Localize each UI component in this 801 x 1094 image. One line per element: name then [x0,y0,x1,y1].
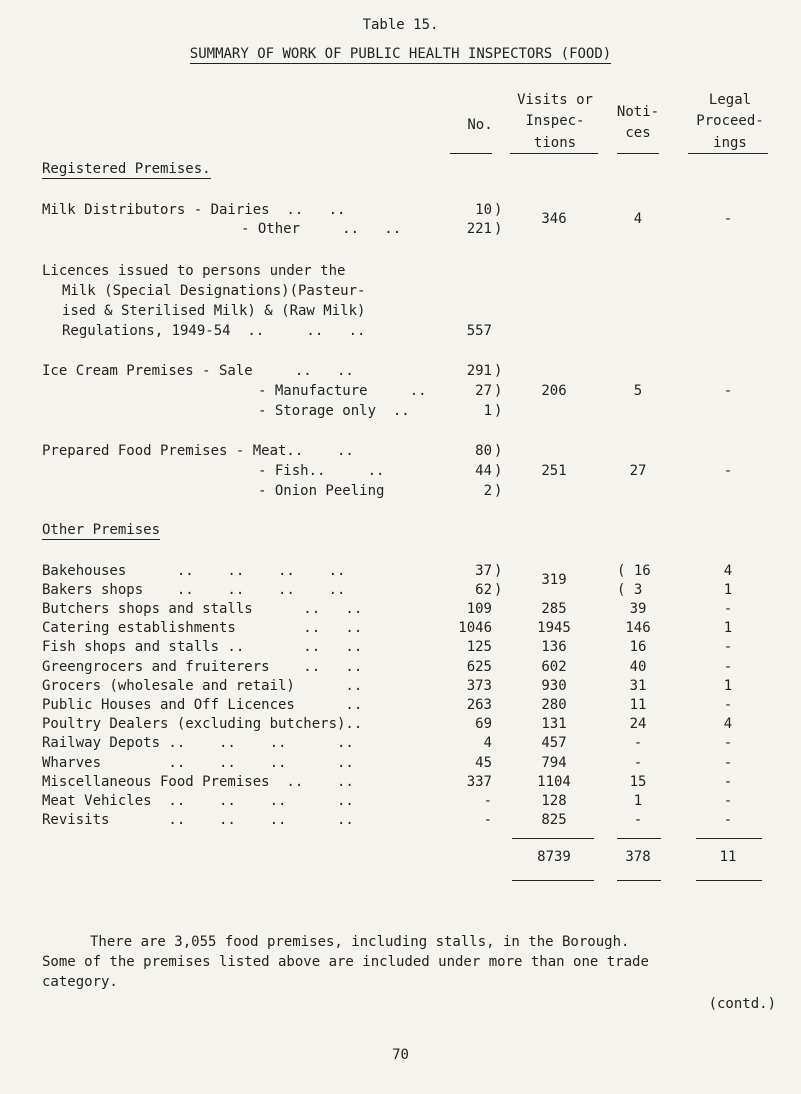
ice-cream-brace-1: ) [494,363,503,379]
table-row-no: 337 [466,774,492,790]
table-row-legal: - [723,735,733,751]
header-notices-line2: ces [625,125,651,141]
table-row-visits: 602 [541,659,567,675]
table-row-visits: 128 [541,793,567,809]
table-row-visits: 285 [541,601,567,617]
bakehouses-brace-1: ) [494,563,503,579]
header-legal-line2: Proceed- [696,113,764,129]
bakehouses-visits: 319 [541,572,567,588]
prepared-food-visits: 251 [541,463,567,479]
table-row-label: Meat Vehicles .. .. .. .. [42,793,354,809]
ice-cream-label-storage: - Storage only .. [258,403,410,419]
table-row-label: Grocers (wholesale and retail) .. [42,678,363,694]
ice-cream-legal: - [723,383,733,399]
header-visits-line3: tions [533,135,577,151]
table-row-notices: 24 [629,716,647,732]
table-row-label: Greengrocers and fruiterers .. .. [42,659,363,675]
prepared-food-no-fish: 44 [475,463,492,479]
table-row-label: Public Houses and Off Licences .. [42,697,363,713]
table-row-label: Revisits .. .. .. .. [42,812,354,828]
table-row-no: 69 [475,716,492,732]
licences-line-1: Licences issued to persons under the [42,263,346,279]
ice-cream-no-storage: 1 [483,403,492,419]
milk-notices: 4 [633,211,643,227]
bakehouses-notices: ( 16 [617,563,651,579]
footer-line-1: There are 3,055 food premises, including stalls, in the Borough. [90,934,630,950]
table-row-notices: - [633,735,643,751]
ice-cream-no-sale: 291 [466,363,492,379]
table-row-legal: - [723,639,733,655]
table-row-legal: - [723,812,733,828]
table-row-legal: - [723,659,733,675]
section-registered-text: Registered Premises. [42,161,211,177]
milk-brace-1: ) [494,202,503,218]
total-notices: 378 [625,849,651,865]
table-row-notices: 15 [629,774,647,790]
header-visits-line1: Visits or [517,92,593,108]
ice-cream-label-manufacture: - Manufacture .. [258,383,427,399]
table-row-notices: 11 [629,697,647,713]
prepared-food-brace-3: ) [494,483,503,499]
header-no: No. [467,117,493,133]
section-other-text: Other Premises [42,522,161,538]
total-legal-rule-top [696,838,762,839]
table-row-notices: - [633,812,643,828]
ice-cream-brace-3: ) [494,403,503,419]
ice-cream-visits: 206 [541,383,567,399]
section-other-premises [42,523,160,537]
total-notices-rule-bottom [617,880,661,881]
header-visits-line2: Inspec- [525,113,585,129]
licences-line-3: ised & Sterilised Milk) & (Raw Milk) [62,303,366,319]
table-row-notices: - [633,755,643,771]
table-title-text: SUMMARY OF WORK OF PUBLIC HEALTH INSPECTORS (FOOD) [189,46,612,62]
table-row-visits: 131 [541,716,567,732]
table-row-no: 625 [466,659,492,675]
table-row-label: Catering establishments .. .. [42,620,363,636]
ice-cream-no-manufacture: 27 [475,383,492,399]
header-legal-line1: Legal [708,92,752,108]
licences-line-2: Milk (Special Designations)(Pasteur- [62,283,366,299]
total-visits-rule-top [512,838,594,839]
header-no-rule [450,153,492,154]
prepared-food-brace-2: ) [494,463,503,479]
table-row-visits: 794 [541,755,567,771]
ice-cream-label-sale: Ice Cream Premises - Sale .. .. [42,363,354,379]
table-row-label: Miscellaneous Food Premises .. .. [42,774,354,790]
table-row-label: Fish shops and stalls .. .. .. [42,639,363,655]
header-notices-line1: Noti- [616,104,660,120]
footer-line-2: Some of the premises listed above are included under more than one trade [42,954,649,970]
bakehouses-brace-2: ) [494,582,503,598]
table-row-no: - [483,812,492,828]
bakers-shops-label: Bakers shops .. .. .. .. [42,582,346,598]
milk-no-other: 221 [466,221,492,237]
prepared-food-no-meat: 80 [475,443,492,459]
prepared-food-legal: - [723,463,733,479]
licences-no: 557 [466,323,492,339]
table-row-no: 109 [466,601,492,617]
page-number: 70 [392,1047,409,1063]
table-row-no: 4 [483,735,492,751]
milk-legal: - [723,211,733,227]
total-legal: 11 [719,849,737,865]
table-row-notices: 40 [629,659,647,675]
table-row-visits: 1945 [537,620,571,636]
table-row-legal: - [723,793,733,809]
prepared-food-label-onion: - Onion Peeling [258,483,385,499]
table-row-notices: 146 [625,620,651,636]
table-row-no: 45 [475,755,492,771]
table-row-notices: 31 [629,678,647,694]
page-title: Table 15. [362,17,439,33]
table-row-legal: - [723,755,733,771]
table-title [0,47,801,61]
table-row-no: 1046 [458,620,492,636]
table-row-no: 263 [466,697,492,713]
milk-label-dairies: Milk Distributors - Dairies .. .. [42,202,346,218]
table-row-notices: 1 [633,793,643,809]
table-row-label: Wharves .. .. .. .. [42,755,354,771]
table-row-no: 373 [466,678,492,694]
table-row-visits: 280 [541,697,567,713]
table-row-legal: - [723,697,733,713]
contd-note: (contd.) [708,996,776,1012]
prepared-food-notices: 27 [629,463,647,479]
bakers-shops-legal: 1 [723,582,733,598]
total-legal-rule-bottom [696,880,762,881]
footer-line-3: category. [42,974,118,990]
milk-brace-2: ) [494,221,503,237]
table-row-legal: - [723,774,733,790]
header-legal-line3: ings [713,135,747,151]
header-visits-rule [510,153,598,154]
table-row-legal: 1 [723,620,733,636]
prepared-food-no-onion: 2 [483,483,492,499]
bakehouses-label: Bakehouses .. .. .. .. [42,563,346,579]
table-row-label: Butchers shops and stalls .. .. [42,601,363,617]
table-row-notices: 39 [629,601,647,617]
table-row-legal: 4 [723,716,733,732]
section-registered-premises [42,162,211,176]
bakers-shops-notices: ( 3 [617,582,643,598]
table-row-legal: - [723,601,733,617]
total-visits: 8739 [537,849,571,865]
prepared-food-label-meat: Prepared Food Premises - Meat.. .. [42,443,354,459]
table-row-visits: 136 [541,639,567,655]
prepared-food-brace-1: ) [494,443,503,459]
header-notices-rule [617,153,659,154]
prepared-food-label-fish: - Fish.. .. [258,463,385,479]
milk-no-dairies: 10 [475,202,492,218]
milk-visits: 346 [541,211,567,227]
total-notices-rule-top [617,838,661,839]
total-visits-rule-bottom [512,880,594,881]
ice-cream-brace-2: ) [494,383,503,399]
table-row-visits: 930 [541,678,567,694]
bakers-shops-no: 62 [475,582,492,598]
table-row-label: Poultry Dealers (excluding butchers).. [42,716,363,732]
table-row-visits: 825 [541,812,567,828]
table-row-label: Railway Depots .. .. .. .. [42,735,354,751]
table-row-no: 125 [466,639,492,655]
table-row-legal: 1 [723,678,733,694]
table-row-visits: 457 [541,735,567,751]
bakehouses-legal: 4 [723,563,733,579]
bakehouses-no: 37 [475,563,492,579]
table-row-notices: 16 [629,639,647,655]
table-row-no: - [483,793,492,809]
header-legal-rule [688,153,768,154]
licences-line-4: Regulations, 1949-54 .. .. .. [62,323,366,339]
milk-label-other: - Other .. .. [241,221,402,237]
table-row-visits: 1104 [537,774,571,790]
ice-cream-notices: 5 [633,383,643,399]
